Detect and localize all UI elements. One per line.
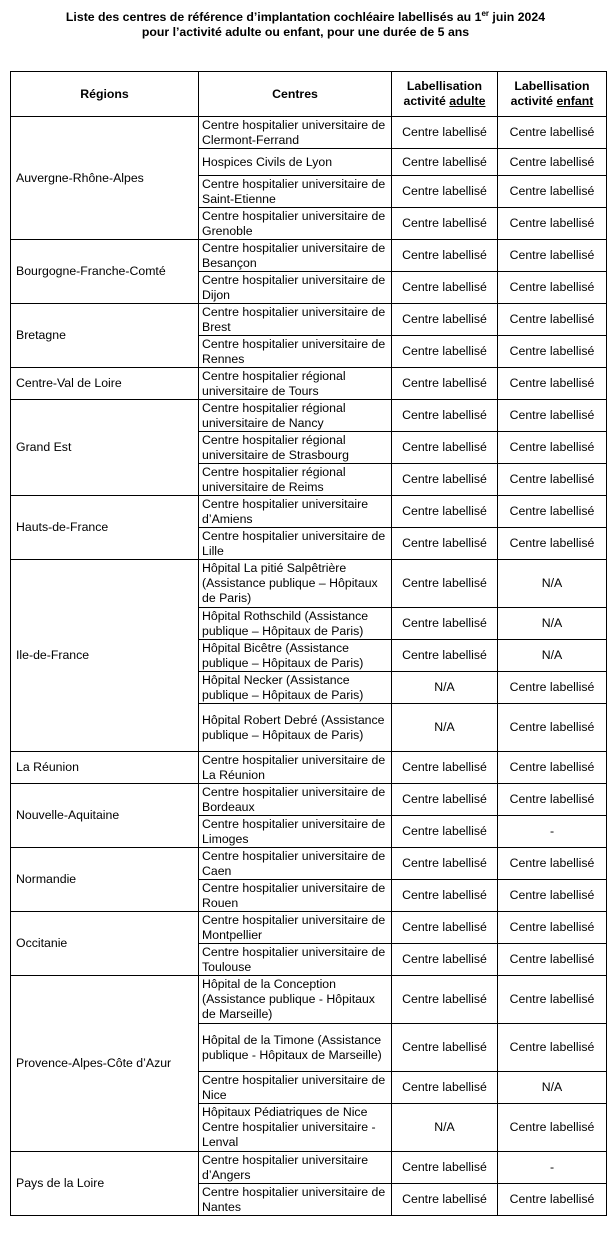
table-row — [11, 304, 607, 336]
child-status-cell: Centre labellisé — [498, 1024, 607, 1072]
child-status-cell: Centre labellisé — [498, 496, 607, 528]
child-status-cell: Centre labellisé — [498, 704, 607, 752]
adult-status-cell: Centre labellisé — [392, 640, 498, 672]
centre-cell: Hôpital Rothschild (Assistance publique – Hôpitaux de Paris) — [199, 608, 392, 640]
centre-cell: Hôpitaux Pédiatriques de Nice Centre hospitalier universitaire - Lenval — [199, 1104, 392, 1152]
child-status-cell: Centre labellisé — [498, 464, 607, 496]
centre-cell: Centre hospitalier universitaire de Brest — [199, 304, 392, 336]
title-superscript: er — [481, 8, 490, 18]
centre-cell: Centre hospitalier universitaire de Besançon — [199, 240, 392, 272]
child-status-cell: Centre labellisé — [498, 672, 607, 704]
region-cell: La Réunion — [11, 752, 199, 784]
table-row — [11, 117, 607, 149]
table-header-row — [11, 72, 607, 117]
adult-status-cell: Centre labellisé — [392, 976, 498, 1024]
adult-status-cell: Centre labellisé — [392, 149, 498, 176]
table-row — [11, 368, 607, 400]
table-row — [11, 1152, 607, 1184]
centre-cell: Centre hospitalier universitaire de Montpellier — [199, 912, 392, 944]
table-row — [11, 240, 607, 272]
centre-cell: Centre hospitalier universitaire d’Angers — [199, 1152, 392, 1184]
child-status-cell: Centre labellisé — [498, 880, 607, 912]
table-row — [11, 784, 607, 816]
child-status-cell: Centre labellisé — [498, 304, 607, 336]
centre-cell: Centre hospitalier universitaire de Toulouse — [199, 944, 392, 976]
centre-cell: Hôpital de la Timone (Assistance publique - Hôpitaux de Marseille) — [199, 1024, 392, 1072]
child-status-cell: Centre labellisé — [498, 944, 607, 976]
region-cell: Bretagne — [11, 304, 199, 368]
adult-status-cell: Centre labellisé — [392, 1072, 498, 1104]
adult-status-cell: Centre labellisé — [392, 752, 498, 784]
title-line-1 — [0, 10, 611, 25]
child-status-cell: Centre labellisé — [498, 432, 607, 464]
header-adult-text: Labellisation activité — [403, 79, 483, 108]
adult-status-cell: Centre labellisé — [392, 240, 498, 272]
centres-table — [10, 71, 607, 1216]
header-adult-underlined: adulte — [449, 94, 486, 108]
child-status-cell: Centre labellisé — [498, 272, 607, 304]
table-row — [11, 976, 607, 1024]
adult-status-cell: Centre labellisé — [392, 608, 498, 640]
child-status-cell: Centre labellisé — [498, 400, 607, 432]
child-status-cell: Centre labellisé — [498, 912, 607, 944]
header-child-underlined: enfant — [556, 94, 594, 108]
centre-cell: Hôpital Robert Debré (Assistance publique – Hôpitaux de Paris) — [199, 704, 392, 752]
centre-cell: Centre hospitalier universitaire de Lille — [199, 528, 392, 560]
child-status-cell: Centre labellisé — [498, 117, 607, 149]
centre-cell: Centre hospitalier universitaire de Dijon — [199, 272, 392, 304]
centre-cell: Hôpital Bicêtre (Assistance publique – Hôpitaux de Paris) — [199, 640, 392, 672]
table-row — [11, 912, 607, 944]
child-status-cell: N/A — [498, 608, 607, 640]
centre-cell: Centre hospitalier universitaire de Bordeaux — [199, 784, 392, 816]
adult-status-cell: Centre labellisé — [392, 848, 498, 880]
child-status-cell: Centre labellisé — [498, 149, 607, 176]
adult-status-cell: Centre labellisé — [392, 304, 498, 336]
centre-cell: Centre hospitalier régional universitaire de Nancy — [199, 400, 392, 432]
child-status-cell: N/A — [498, 1072, 607, 1104]
table-row — [11, 848, 607, 880]
table-row — [11, 560, 607, 608]
header-regions: Régions — [11, 72, 199, 117]
adult-status-cell: Centre labellisé — [392, 528, 498, 560]
adult-status-cell: Centre labellisé — [392, 1184, 498, 1216]
title-line-1-end: juin 2024 — [489, 10, 546, 24]
centre-cell: Centre hospitalier universitaire de Clermont-Ferrand — [199, 117, 392, 149]
child-status-cell: Centre labellisé — [498, 1184, 607, 1216]
table-row — [11, 752, 607, 784]
adult-status-cell: Centre labellisé — [392, 560, 498, 608]
child-status-cell: Centre labellisé — [498, 848, 607, 880]
adult-status-cell: Centre labellisé — [392, 464, 498, 496]
adult-status-cell: N/A — [392, 704, 498, 752]
region-cell: Pays de la Loire — [11, 1152, 199, 1216]
header-adult — [392, 72, 498, 117]
adult-status-cell: Centre labellisé — [392, 368, 498, 400]
child-status-cell: N/A — [498, 560, 607, 608]
region-cell: Bourgogne-Franche-Comté — [11, 240, 199, 304]
centre-cell: Centre hospitalier universitaire de Caen — [199, 848, 392, 880]
centre-cell: Centre hospitalier universitaire de Rennes — [199, 336, 392, 368]
centre-cell: Hospices Civils de Lyon — [199, 149, 392, 176]
region-cell: Ile-de-France — [11, 560, 199, 752]
adult-status-cell: Centre labellisé — [392, 272, 498, 304]
centre-cell: Centre hospitalier régional universitaire de Strasbourg — [199, 432, 392, 464]
region-cell: Provence-Alpes-Côte d’Azur — [11, 976, 199, 1152]
centre-cell: Centre hospitalier universitaire de Nice — [199, 1072, 392, 1104]
centre-cell: Centre hospitalier universitaire de Saint-Etienne — [199, 176, 392, 208]
centre-cell: Hôpital Necker (Assistance publique – Hôpitaux de Paris) — [199, 672, 392, 704]
region-cell: Grand Est — [11, 400, 199, 496]
adult-status-cell: Centre labellisé — [392, 432, 498, 464]
title-line-2: pour l’activité adulte ou enfant, pour une durée de 5 ans — [141, 25, 470, 39]
adult-status-cell: Centre labellisé — [392, 496, 498, 528]
child-status-cell: Centre labellisé — [498, 208, 607, 240]
child-status-cell: Centre labellisé — [498, 1104, 607, 1152]
child-status-cell: Centre labellisé — [498, 752, 607, 784]
adult-status-cell: Centre labellisé — [392, 880, 498, 912]
adult-status-cell: Centre labellisé — [392, 1024, 498, 1072]
child-status-cell: Centre labellisé — [498, 528, 607, 560]
region-cell: Normandie — [11, 848, 199, 912]
child-status-cell: - — [498, 816, 607, 848]
centre-cell: Centre hospitalier universitaire de Grenoble — [199, 208, 392, 240]
header-centres: Centres — [199, 72, 392, 117]
region-cell: Centre-Val de Loire — [11, 368, 199, 400]
adult-status-cell: Centre labellisé — [392, 336, 498, 368]
child-status-cell: Centre labellisé — [498, 368, 607, 400]
region-cell: Hauts-de-France — [11, 496, 199, 560]
adult-status-cell: Centre labellisé — [392, 816, 498, 848]
centre-cell: Centre hospitalier universitaire de La Réunion — [199, 752, 392, 784]
adult-status-cell: Centre labellisé — [392, 208, 498, 240]
centre-cell: Centre hospitalier universitaire d’Amiens — [199, 496, 392, 528]
centre-cell: Hôpital de la Conception (Assistance publique - Hôpitaux de Marseille) — [199, 976, 392, 1024]
adult-status-cell: N/A — [392, 1104, 498, 1152]
table-row — [11, 496, 607, 528]
child-status-cell: N/A — [498, 640, 607, 672]
title-line-1-text: Liste des centres de référence d’implantation cochléaire labellisés au 1 — [65, 10, 482, 24]
child-status-cell: Centre labellisé — [498, 784, 607, 816]
table-body — [11, 117, 607, 1216]
header-child-text: Labellisation activité — [510, 79, 590, 108]
child-status-cell: Centre labellisé — [498, 176, 607, 208]
document-title — [0, 10, 611, 70]
centre-cell: Centre hospitalier universitaire de Rouen — [199, 880, 392, 912]
centre-cell: Centre hospitalier régional universitaire de Reims — [199, 464, 392, 496]
adult-status-cell: Centre labellisé — [392, 784, 498, 816]
adult-status-cell: Centre labellisé — [392, 1152, 498, 1184]
adult-status-cell: Centre labellisé — [392, 912, 498, 944]
region-cell: Nouvelle-Aquitaine — [11, 784, 199, 848]
child-status-cell: Centre labellisé — [498, 240, 607, 272]
adult-status-cell: Centre labellisé — [392, 400, 498, 432]
region-cell: Auvergne-Rhône-Alpes — [11, 117, 199, 240]
child-status-cell: Centre labellisé — [498, 976, 607, 1024]
centre-cell: Centre hospitalier universitaire de Limoges — [199, 816, 392, 848]
centre-cell: Hôpital La pitié Salpêtrière (Assistance publique – Hôpitaux de Paris) — [199, 560, 392, 608]
adult-status-cell: Centre labellisé — [392, 944, 498, 976]
child-status-cell: - — [498, 1152, 607, 1184]
child-status-cell: Centre labellisé — [498, 336, 607, 368]
centre-cell: Centre hospitalier universitaire de Nantes — [199, 1184, 392, 1216]
centre-cell: Centre hospitalier régional universitaire de Tours — [199, 368, 392, 400]
adult-status-cell: N/A — [392, 672, 498, 704]
region-cell: Occitanie — [11, 912, 199, 976]
table-row — [11, 400, 607, 432]
adult-status-cell: Centre labellisé — [392, 117, 498, 149]
header-child — [498, 72, 607, 117]
adult-status-cell: Centre labellisé — [392, 176, 498, 208]
